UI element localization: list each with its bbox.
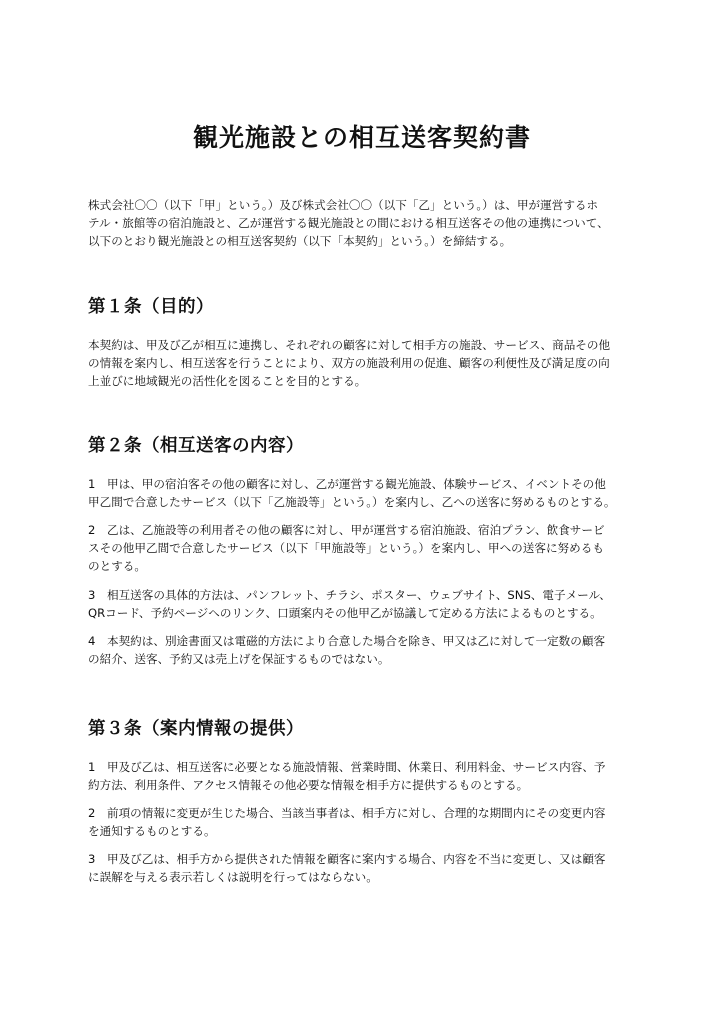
article-2-clause-3: 3 相互送客の具体的方法は、パンフレット、チラシ、ポスター、ウェブサイト、SNS、電子メール、 QRコード、予約ページへのリンク、口頭案内その他甲乙が協議して定める方法によるものとする。: [88, 588, 611, 620]
article-2-clause-1: 1 甲は、甲の宿泊客その他の顧客に対し、乙が運営する観光施設、体験サービス、イベントその他 甲乙間で合意したサービス（以下「乙施設等」という。）を案内し、乙への送客に努めるものとする。: [88, 477, 616, 509]
article-1-heading: 第１条（目的）: [88, 297, 214, 317]
article-3-clause-3: 3 甲及び乙は、相手方から提供された情報を顧客に案内する場合、内容を不当に変更し、又は顧客 に誤解を与える表示若しくは説明を行ってはならない。: [88, 852, 606, 884]
article-3-heading: 第３条（案内情報の提供）: [88, 719, 304, 739]
article-2-heading: 第２条（相互送客の内容）: [88, 436, 304, 456]
article-2-clause-4: 4 本契約は、別途書面又は電磁的方法により合意した場合を除き、甲又は乙に対して一定数の顧客 の紹介、送客、予約又は売上げを保証するものではない。: [88, 634, 606, 666]
intro-paragraph: 株式会社〇〇（以下「甲」という。）及び株式会社〇〇（以下「乙」という。）は、甲が運営するホ テル・旅館等の宿泊施設と、乙が運営する観光施設との間における相互送客その他の連携について、 以下のとおり観光施設との相互送客契約（以下「本契約」という。）を締結する。: [88, 198, 609, 248]
article-2-clause-2: 2 乙は、乙施設等の利用者その他の顧客に対し、甲が運営する宿泊施設、宿泊プラン、飲食サービ スその他甲乙間で合意したサービス（以下「甲施設等」という。）を案内し、甲への送客に努めるも のとする。: [88, 523, 605, 573]
document-title: 観光施設との相互送客契約書: [192, 123, 531, 152]
article-3-clause-1: 1 甲及び乙は、相互送客に必要となる施設情報、営業時間、休業日、利用料金、サービス内容、予 約方法、利用条件、アクセス情報その他必要な情報を相手方に提供するものとする。: [88, 760, 606, 792]
article-3-clause-2: 2 前項の情報に変更が生じた場合、当該当事者は、相手方に対し、合理的な期間内にその変更内容 を通知するものとする。: [88, 806, 606, 838]
article-1-paragraph: 本契約は、甲及び乙が相互に連携し、それぞれの顧客に対して相手方の施設、サービス、商品その他 の情報を案内し、相互送客を行うことにより、双方の施設利用の促進、顧客の利便性及び満足度の向 上並びに地域観光の活性化を図ることを目的とする。: [88, 338, 611, 388]
